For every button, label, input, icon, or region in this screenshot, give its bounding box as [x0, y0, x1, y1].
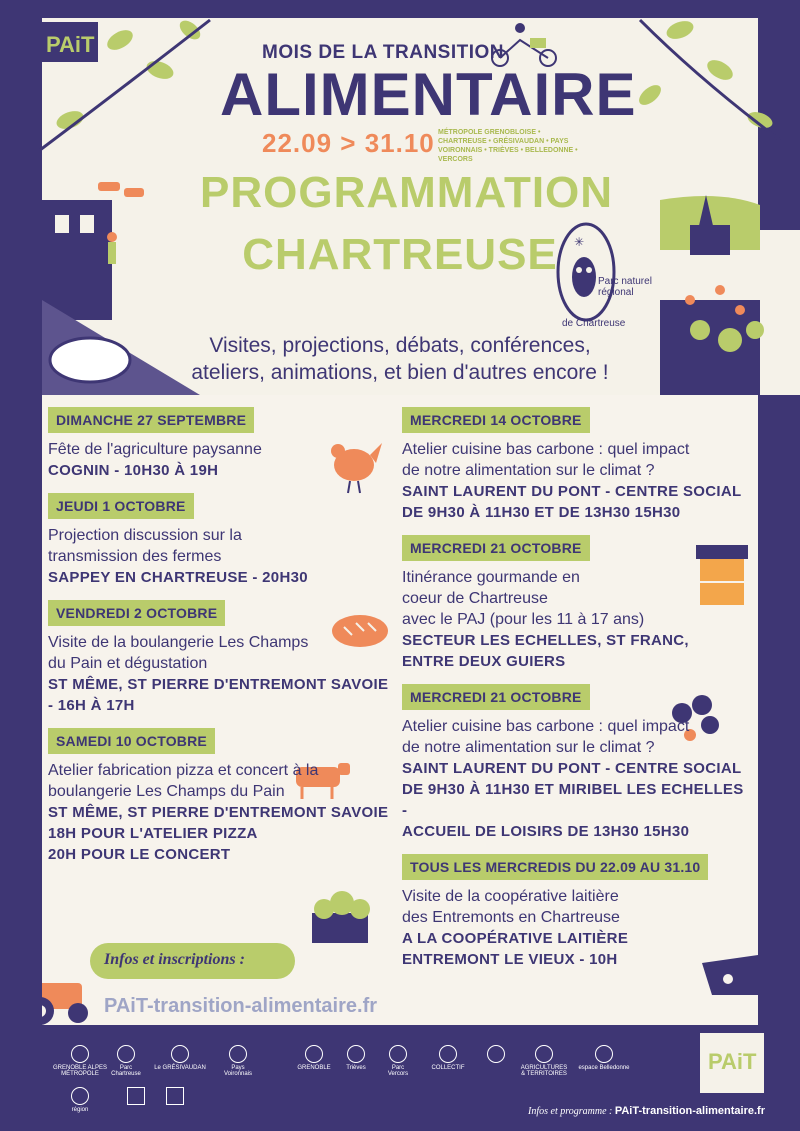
partner-logo: Parc Chartreuse	[110, 1045, 142, 1077]
description-line2: ateliers, animations, et bien d'autres encore !	[191, 361, 609, 384]
partner-logo: Trièves	[340, 1045, 372, 1071]
event-place-time: DE 9H30 À 11H30 ET MIRIBEL LES ECHELLES -	[402, 781, 744, 819]
footer-website-link[interactable]: PAiT-transition-alimentaire.fr	[614, 1105, 765, 1117]
pait-logo-small-text: PAiT	[708, 1049, 757, 1074]
tractor-icon	[42, 983, 88, 1025]
event-description: coeur de Chartreuse	[402, 590, 548, 607]
event-date-badge: MERCREDI 21 OCTOBRE	[402, 535, 590, 561]
event-description: boulangerie Les Champs du Pain	[48, 783, 285, 800]
event-item	[48, 728, 393, 865]
event-place-time: 20H POUR LE CONCERT	[48, 846, 231, 863]
event-description: transmission des fermes	[48, 548, 222, 565]
pait-logo	[40, 22, 98, 62]
event-title-line1: MOIS DE LA TRANSITION	[262, 42, 505, 63]
footer-info-label: Infos et programme :	[528, 1106, 613, 1117]
partner-logo: Parc Vercors	[382, 1045, 414, 1077]
event-description: du Pain et dégustation	[48, 655, 208, 672]
events-column-right	[402, 407, 752, 982]
programme-section	[42, 395, 758, 1025]
partners-footer	[0, 1025, 800, 1131]
event-item	[48, 600, 393, 716]
partner-logo: GRENOBLE ALPES MÉTROPOLE	[52, 1045, 108, 1077]
event-date-badge: SAMEDI 10 OCTOBRE	[48, 728, 215, 754]
event-description: Atelier fabrication pizza et concert à la	[48, 762, 319, 779]
partner-logo: Pays Voironnais	[218, 1045, 258, 1077]
event-item	[402, 684, 752, 842]
event-description: de notre alimentation sur le climat ?	[402, 739, 655, 756]
partner-logo: COLLECTIF	[426, 1045, 470, 1071]
event-item	[402, 535, 752, 672]
programme-subtitle: CHARTREUSE	[242, 230, 558, 279]
footer-info	[528, 1105, 765, 1117]
event-item	[402, 407, 752, 523]
event-item	[402, 854, 752, 970]
event-date-badge: DIMANCHE 27 SEPTEMBRE	[48, 407, 254, 433]
programme-title: PROGRAMMATION	[200, 168, 614, 217]
event-description: avec le PAJ (pour les 11 à 17 ans)	[402, 611, 645, 628]
event-item	[48, 493, 393, 588]
eu-logo	[116, 1087, 156, 1107]
events-column-left	[48, 407, 393, 877]
event-date-badge: JEUDI 1 OCTOBRE	[48, 493, 194, 519]
event-description: Fête de l'agriculture paysanne	[48, 441, 262, 458]
event-place-time: ENTRE DEUX GUIERS	[402, 653, 566, 670]
event-place-time: 18H POUR L'ATELIER PIZZA	[48, 825, 258, 842]
event-item	[48, 407, 393, 481]
programme-description	[130, 332, 670, 386]
event-description: des Entremonts en Chartreuse	[402, 909, 620, 926]
territories-list: MÉTROPOLE GRENOBLOISE • CHARTREUSE • GRÉSIVAUDAN • PAYS VOIRONNAIS • TRIÈVES • BELLEDONNE • VERCORS	[438, 129, 578, 163]
infos-label: Infos et inscriptions :	[90, 943, 295, 979]
partner-logo: Le GRÉSIVAUDAN	[150, 1045, 210, 1071]
event-date-badge: TOUS LES MERCREDIS DU 22.09 AU 31.10	[402, 854, 708, 880]
event-description: Projection discussion sur la	[48, 527, 242, 544]
event-place-time: SAINT LAURENT DU PONT - CENTRE SOCIAL	[402, 483, 742, 500]
event-description: Atelier cuisine bas carbone : quel impact	[402, 718, 690, 735]
event-place-time: - 16H À 17H	[48, 697, 135, 714]
event-date-badge: VENDREDI 2 OCTOBRE	[48, 600, 225, 626]
header-banner	[0, 0, 800, 395]
event-place-time: ST MÊME, ST PIERRE D'ENTREMONT SAVOIE	[48, 804, 389, 821]
event-description: de notre alimentation sur le climat ?	[402, 462, 655, 479]
event-description: Visite de la coopérative laitière	[402, 888, 619, 905]
event-place-time: SAINT LAURENT DU PONT - CENTRE SOCIAL	[402, 760, 742, 777]
event-place-time: DE 9H30 À 11H30 ET DE 13H30 15H30	[402, 504, 681, 521]
event-dates: 22.09 > 31.10	[262, 128, 435, 158]
partner-logo	[160, 1087, 190, 1107]
partner-logo: GRENOBLE	[292, 1045, 336, 1071]
event-place-time: ENTREMONT LE VIEUX - 10H	[402, 951, 618, 968]
partner-logo: espace Belledonne	[574, 1045, 634, 1071]
pait-logo-small	[700, 1033, 764, 1093]
event-place-time: SAPPEY EN CHARTREUSE - 20H30	[48, 569, 308, 586]
event-date-badge: MERCREDI 14 OCTOBRE	[402, 407, 590, 433]
event-place-time: ST MÊME, ST PIERRE D'ENTREMONT SAVOIE	[48, 676, 389, 693]
parc-label: Parc naturel régional	[598, 276, 652, 298]
event-description: Visite de la boulangerie Les Champs	[48, 634, 309, 651]
pait-logo-text: PAiT	[46, 32, 95, 57]
event-place-time: ACCUEIL DE LOISIRS DE 13H30 15H30	[402, 823, 690, 840]
event-place-time: SECTEUR LES ECHELLES, ST FRANC,	[402, 632, 689, 649]
description-line1: Visites, projections, débats, conférences,	[209, 334, 591, 357]
parc-name: de Chartreuse	[562, 318, 626, 329]
event-date-badge: MERCREDI 21 OCTOBRE	[402, 684, 590, 710]
website-link[interactable]: PAiT-transition-alimentaire.fr	[104, 995, 378, 1017]
vegetable-crate-icon	[312, 891, 370, 943]
event-description: Itinérance gourmande en	[402, 569, 580, 586]
svg-text:✳: ✳	[574, 235, 585, 249]
partner-logo: AGRICULTURES & TERRITOIRES	[520, 1045, 568, 1077]
partner-logo	[476, 1045, 516, 1065]
event-title-line2: ALIMENTAIRE	[220, 61, 637, 128]
event-place-time: COGNIN - 10H30 À 19H	[48, 462, 219, 479]
event-description: Atelier cuisine bas carbone : quel impact	[402, 441, 690, 458]
partner-logo: région	[52, 1087, 108, 1113]
event-place-time: A LA COOPÉRATIVE LAITIÈRE	[402, 930, 629, 947]
